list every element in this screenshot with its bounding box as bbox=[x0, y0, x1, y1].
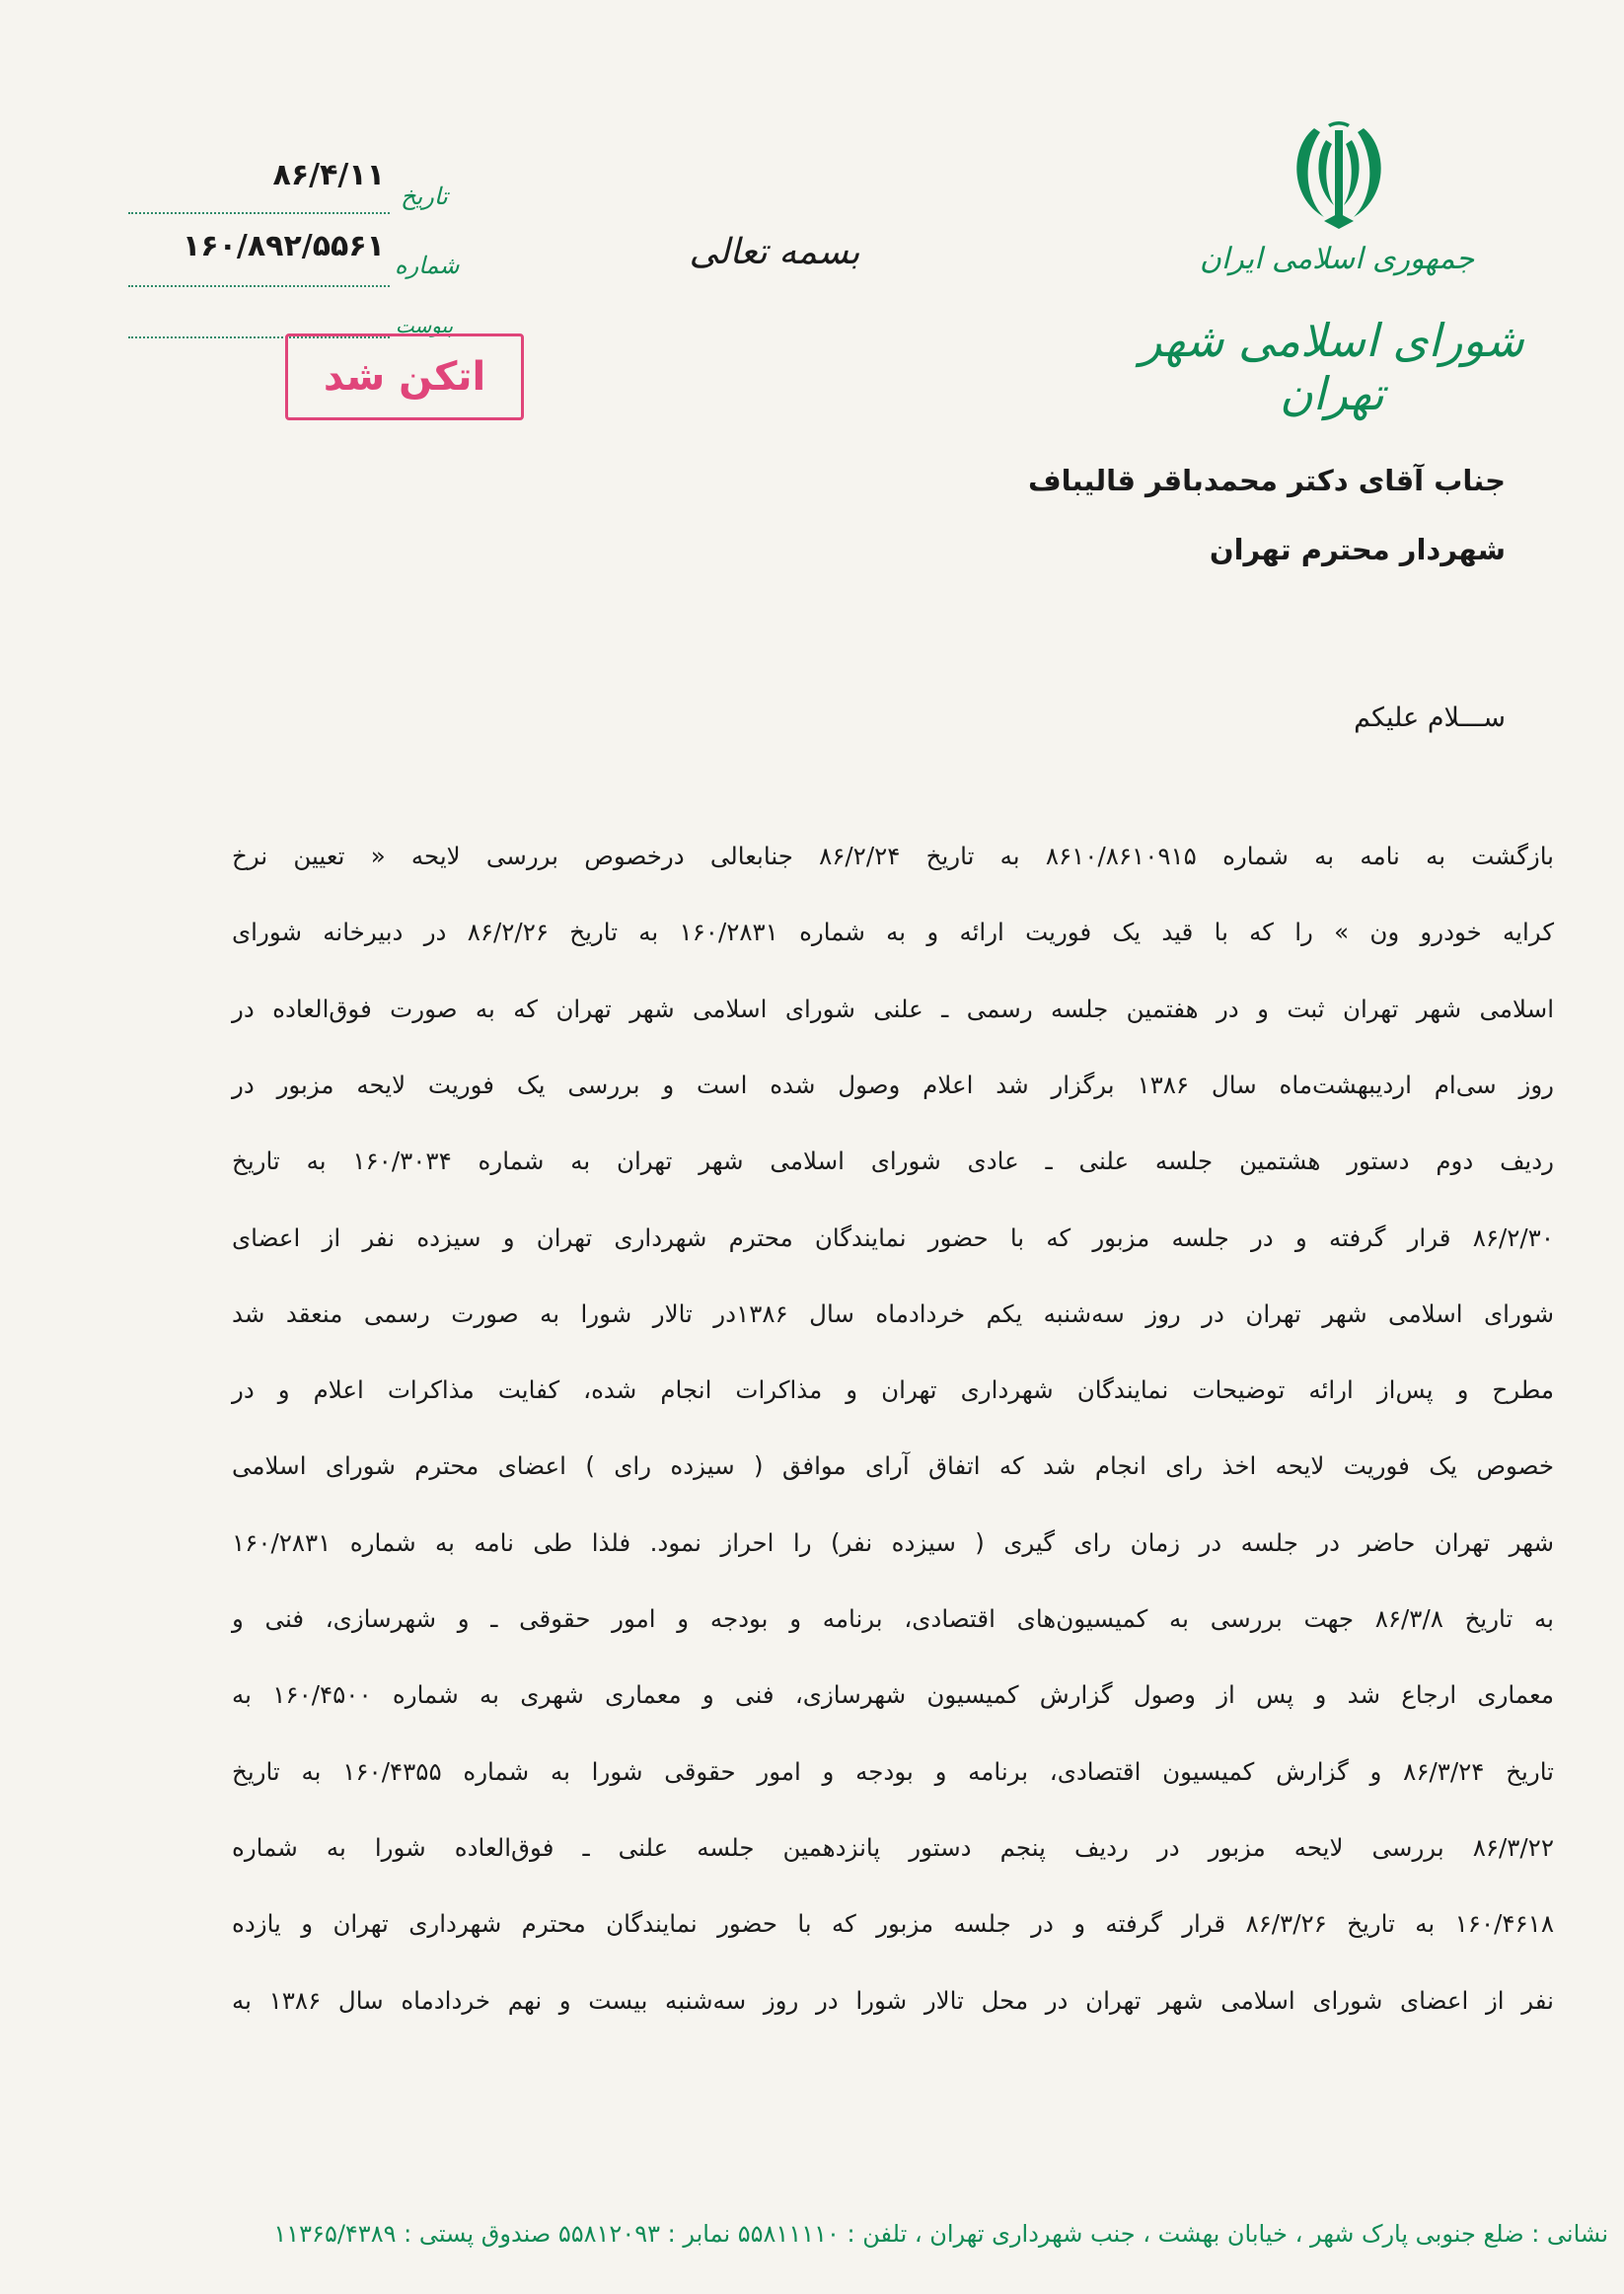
body-line: ۱۶۰/۴۶۱۸ به تاریخ ۸۶/۳/۲۶ قرار گرفته و در جلسه مزبور که با حضور نمایندگان محترم شهرداری تهران و یازده bbox=[232, 1909, 1554, 1939]
attachment-label: پیوست bbox=[395, 314, 454, 337]
date-value: ۸۶/۴/۱۱ bbox=[272, 158, 385, 192]
body-line: مطرح و پس‌از ارائه توضیحات نمایندگان شهرداری تهران و مذاکرات انجام شده، کفایت مذاکرات اعلام و در bbox=[232, 1375, 1554, 1405]
body-line: کرایه خودرو ون » را که با قید یک فوریت ارائه و به شماره ۱۶۰/۲۸۳۱ به تاریخ ۸۶/۲/۲۶ در دبیرخانه شورای bbox=[232, 918, 1554, 947]
footer-address: نشانی : ضلع جنوبی پارک شهر ، خیابان بهشت ، جنب شهرداری تهران ، تلفن : ۵۵۸۱۱۱۱۰ نمابر : ۵۵۸۱۲۰۹۳ صندوق پستی : ۱۱۳۶۵/۴۳۸۹ bbox=[273, 2220, 1608, 2248]
invocation: بسمه تعالی bbox=[689, 232, 860, 272]
body-line: ردیف دوم دستور هشتمین جلسه علنی ـ عادی شورای اسلامی شهر تهران به شماره ۱۶۰/۳۰۳۴ به تاریخ bbox=[232, 1147, 1554, 1176]
number-label: شماره bbox=[395, 252, 460, 279]
body-line: شهر تهران حاضر در جلسه در زمان رای گیری ( سیزده نفر) را احراز نمود. فلذا طی نامه به شماره ۱۶۰/۲۸۳۱ bbox=[232, 1527, 1554, 1557]
body-line: اسلامی شهر تهران ثبت و در هفتمین جلسه رسمی ـ علنی شورای اسلامی شهر تهران که به صورت فوق‌العاده در bbox=[232, 994, 1554, 1023]
body-line: روز سی‌ام اردیبهشت‌ماه سال ۱۳۸۶ برگزار شد اعلام وصول شده است و بررسی یک فوریت لایحه مزبور در bbox=[232, 1070, 1554, 1099]
organization-name: شورای اسلامی شهر تهران bbox=[1140, 314, 1524, 420]
body-line: نفر از اعضای شورای اسلامی شهر تهران در محل تالار شورا در روز سه‌شنبه بیست و نهم خردادماه سال ۱۳۸۶ به bbox=[232, 1985, 1554, 2015]
body-line: معماری ارجاع شد و پس از وصول گزارش کمیسیون شهرسازی، فنی و معماری شهری به شماره ۱۶۰/۴۵۰۰ به bbox=[232, 1680, 1554, 1710]
country-name: جمهوری اسلامی ایران bbox=[1199, 242, 1475, 276]
date-label: تاریخ bbox=[401, 183, 448, 210]
divider bbox=[128, 285, 390, 287]
body-line: شورای اسلامی شهر تهران در روز سه‌شنبه یکم خردادماه سال ۱۳۸۶در تالار شورا به صورت رسمی منعقد شد bbox=[232, 1298, 1555, 1328]
iran-emblem-icon bbox=[1285, 118, 1393, 237]
scan-stamp: اتکن شد bbox=[285, 333, 524, 420]
body-line: ۸۶/۲/۳۰ قرار گرفته و در جلسه مزبور که با حضور نمایندگان محترم شهرداری تهران و سیزده نفر از اعضای bbox=[232, 1222, 1554, 1252]
divider bbox=[128, 212, 390, 214]
number-value: ۱۶۰/۸۹۲/۵۵۶۱ bbox=[182, 229, 385, 263]
body-line: ۸۶/۳/۲۲ بررسی لایحه مزبور در ردیف پنجم دستور پانزدهمین جلسه علنی ـ فوق‌العاده شورا به شماره bbox=[232, 1832, 1554, 1862]
body-line: به تاریخ ۸۶/۳/۸ جهت بررسی به کمیسیون‌های اقتصادی، برنامه و بودجه و امور حقوقی ـ و شهرسازی، فنی و bbox=[232, 1604, 1554, 1633]
body-line: خصوص یک فوریت لایحه اخذ رای انجام شد که اتفاق آرای موافق ( سیزده رای ) اعضای محترم شورای اسلامی bbox=[232, 1451, 1554, 1481]
body-line: تاریخ ۸۶/۳/۲۴ و گزارش کمیسیون اقتصادی، برنامه و بودجه و امور حقوقی شورا به شماره ۱۶۰/۴۳۵۵ به تاریخ bbox=[232, 1756, 1554, 1786]
recipient-name: جناب آقای دکتر محمدباقر قالیباف bbox=[1027, 464, 1506, 497]
body-line: بازگشت به نامه به شماره ۸۶۱۰/۸۶۱۰۹۱۵ به تاریخ ۸۶/۲/۲۴ جنابعالی درخصوص بررسی لایحه « تعیین نرخ bbox=[232, 842, 1554, 870]
salutation: ســـلام علیکم bbox=[1354, 703, 1506, 733]
recipient-title: شهردار محترم تهران bbox=[1209, 533, 1506, 566]
